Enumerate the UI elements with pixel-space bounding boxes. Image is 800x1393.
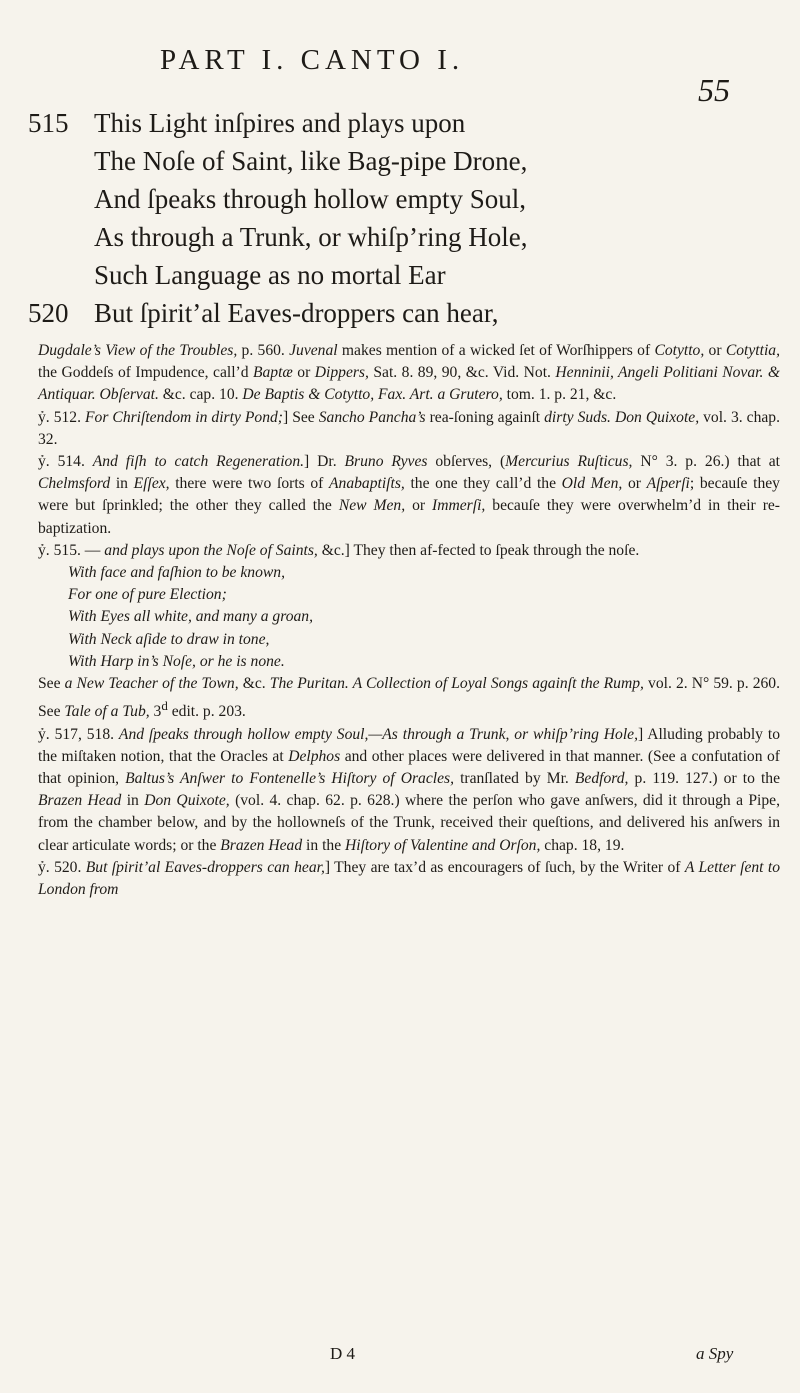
running-head: PART I. CANTO I. — [160, 44, 465, 76]
catchword: a Spy — [696, 1344, 734, 1363]
quote-line: With Eyes all white, and many a groan, — [68, 608, 313, 626]
signature-mark: D 4 — [330, 1344, 356, 1363]
verse-line — [28, 256, 788, 294]
note-paragraph: ỷ. 515. — and plays upon the Noſe of Saints, &c.] They then af-fected to ſpeak through the noſe. — [38, 541, 640, 559]
line-number: 515 — [28, 108, 69, 138]
verse-text: This Light inſpires and plays upon — [94, 108, 466, 138]
quote-line: For one of pure Election; — [68, 586, 227, 604]
verse-line — [28, 218, 788, 256]
verse-line — [28, 180, 788, 218]
verse-line — [28, 142, 788, 180]
note-paragraph: Dugdale’s View of the Troubles, p. 560. Juvenal makes mention of a wicked ſet of Worſhippers of Cotytto, or Cotyttia, the Goddeſs of Impudence, call’d Baptæ or Dippers, Sat. 8. 89, 90, &c. Vid. Not. Henninii, Angeli Politiani Novar. & Antiquar. Obſervat. &c. cap. 10. De Baptis & Cotytto, Fax. Art. a Grutero, tom. 1. p. 21, &c. — [38, 342, 780, 404]
verse-line — [28, 104, 788, 142]
note-paragraph: ỷ. 520. But ſpirit’al Eaves-droppers can hear,] They are tax’d as encouragers of ſuch, by the Writer of A Letter ſent to London from — [38, 858, 781, 899]
note-paragraph: ỷ. 512. For Chriſtendom in dirty Pond;] See Sancho Pancha’s rea-ſoning againſt dirty Suds. Don Quixote, vol. 3. chap. 32. — [38, 408, 780, 448]
notes-block — [38, 340, 780, 901]
quote-line: With Harp in’s Noſe, or he is none. — [68, 652, 285, 670]
verse-line — [28, 294, 788, 332]
verse-text: As through a Trunk, or whiſp’ring Hole, — [94, 222, 528, 252]
quote-line: With Neck aſide to draw in tone, — [68, 630, 270, 648]
note-paragraph: See a New Teacher of the Town, &c. The Puritan. A Collection of Loyal Songs againſt the Rump, vol. 2. N° 59. p. 260. See Tale of a Tub, 3$^d$ edit. p. 203. — [38, 675, 780, 721]
verse-text: Such Language as no mortal Ear — [94, 260, 446, 290]
verse-text: And ſpeaks through hollow empty Soul, — [94, 184, 526, 214]
line-number: 520 — [28, 298, 69, 328]
verse-block — [28, 104, 788, 332]
note-paragraph: ỷ. 517, 518. And ſpeaks through hollow empty Soul,—As through a Trunk, or whiſp’ring Hole,] Alluding probably to the miſtaken notion, that the Oracles at Delphos and other places were delivered in that manner. (See a confutation of that opinion, Baltus’s Anſwer to Fontenelle’s Hiſtory of Oracles, tranſlated by Mr. Bedford, p. 119. 127.) or to the Brazen Head in Don Quixote, (vol. 4. chap. 62. p. 628.) where the perſon who gave anſwers, did it through a Pipe, from the chamber below, and by the hollowneſs of the Trunk, received their queſtions, and delivered his anſwers in clear articulate words; or the Brazen Head in the Hiſtory of Valentine and Orſon, chap. 18, 19. — [38, 725, 781, 854]
verse-text: The Noſe of Saint, like Bag-pipe Drone, — [94, 146, 528, 176]
note-paragraph: ỷ. 514. And fiſh to catch Regeneration.] Dr. Bruno Ryves obſerves, (Mercurius Ruſticus, N° 3. p. 26.) that at Chelmsford in Eſſex, there were two ſorts of Anabaptiſts, the one they call’d the Old Men, or Aſperſi; becauſe they were but ſprinkled; the other they called the New Men, or Immerſi, becauſe they were overwhelm’d in their re-baptization. — [38, 453, 780, 537]
quote-line: With face and faſhion to be known, — [68, 564, 285, 582]
page-number: 55 — [698, 72, 730, 108]
verse-text: But ſpirit’al Eaves-droppers can hear, — [94, 298, 499, 328]
